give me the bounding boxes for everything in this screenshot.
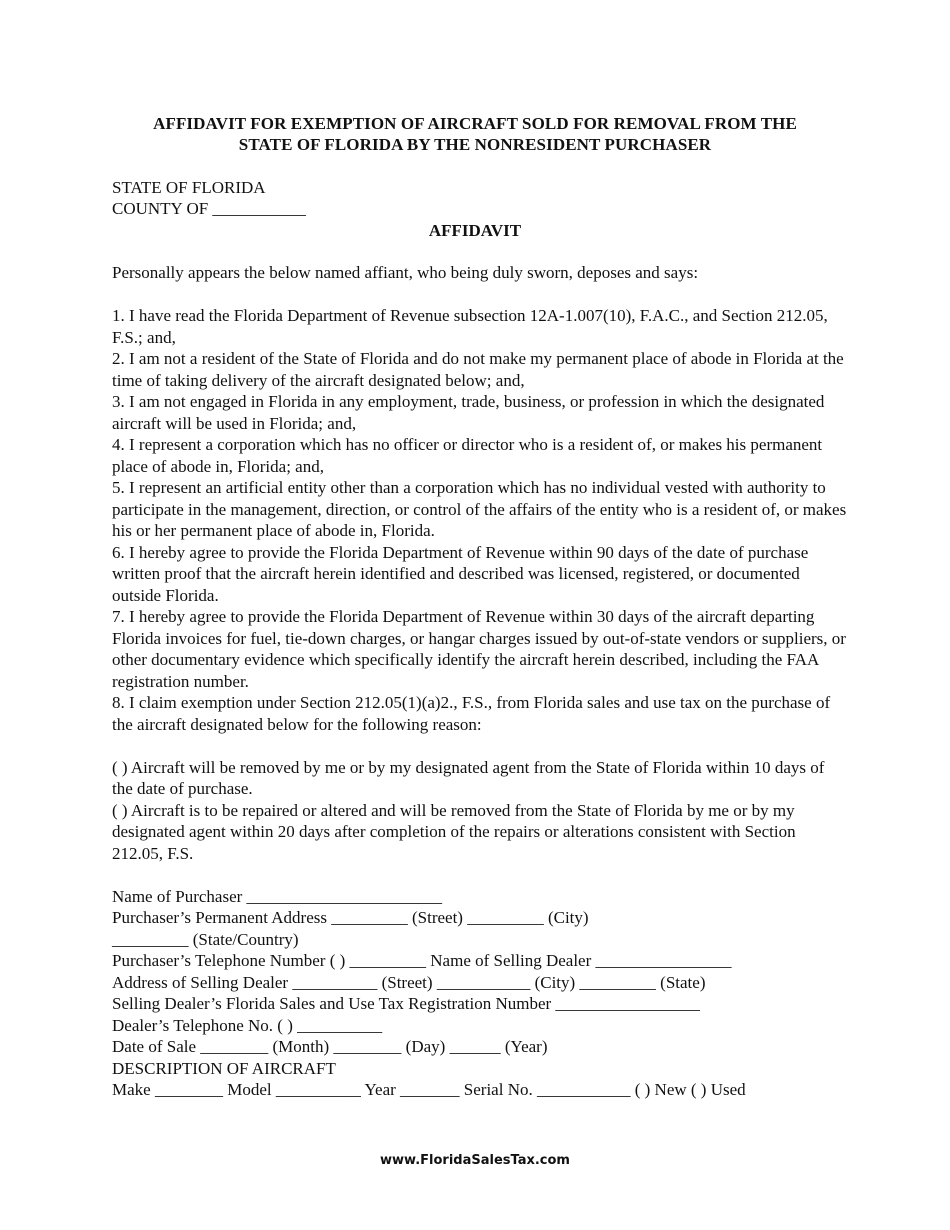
intro-text: Personally appears the below named affiant, who being duly sworn, deposes and says: (112, 263, 699, 282)
purchaser-telephone-line: Purchaser’s Telephone Number ( ) _________ Name of Selling Dealer ________________ (112, 951, 732, 970)
aircraft-description-heading: DESCRIPTION OF AIRCRAFT (112, 1058, 336, 1078)
title-line-1: AFFIDAVIT FOR EXEMPTION OF AIRCRAFT SOLD FOR REMOVAL FROM THE (153, 114, 797, 133)
item-5: 5. I represent an artificial entity other than a corporation which has no individual vested with authority to participate in the management, direction, or control of the affairs of the entity who is a resident of, or makes his or her permanent place of abode in, Florida. (112, 478, 847, 540)
affidavit-heading: AFFIDAVIT (428, 221, 522, 240)
dealer-telephone-line: Dealer’s Telephone No. ( ) __________ (112, 1015, 383, 1035)
title-line-2: STATE OF FLORIDA BY THE NONRESIDENT PURCHASER (238, 135, 712, 154)
dealer-address-line: Address of Selling Dealer __________ (Street) ___________ (City) _________ (State) (112, 972, 706, 992)
venue-block (112, 177, 306, 219)
county-line: COUNTY OF ___________ (112, 199, 306, 218)
date-of-sale-line: Date of Sale ________ (Month) ________ (Day) ______ (Year) (112, 1037, 548, 1056)
aircraft-details-line: Make ________ Model __________ Year _______ Serial No. ___________ ( ) New ( ) Used (112, 1080, 746, 1099)
item-7: 7. I hereby agree to provide the Florida Department of Revenue within 30 days of the aircraft departing Florida invoices for fuel, tie-down charges, or hangar charges issued by out-of-state vendors or suppliers, or other documentary evidence which specifically identify the aircraft herein described, including the FAA registration number. (112, 607, 846, 691)
item-1: 1. I have read the Florida Department of Revenue subsection 12A-1.007(10), F.A.C., and Section 212.05, F.S.; and, (112, 306, 828, 347)
purchaser-state-country-line: _________ (State/Country) (112, 929, 299, 949)
affidavit-body (112, 262, 847, 1101)
item-6: 6. I hereby agree to provide the Florida Department of Revenue within 90 days of the date of purchase written proof that the aircraft herein identified and described was licensed, registered, or documented outside Florida. (112, 542, 809, 605)
dealer-registration-line: Selling Dealer’s Florida Sales and Use Tax Registration Number _________________ (112, 994, 700, 1013)
footer-website: www.FloridaSalesTax.com (380, 1153, 570, 1168)
state-line: STATE OF FLORIDA (112, 178, 266, 197)
item-4: 4. I represent a corporation which has no officer or director who is a resident of, or makes his permanent place of abode in, Florida; and, (112, 435, 823, 476)
document-title (100, 113, 850, 155)
item-3: 3. I am not engaged in Florida in any employment, trade, business, or profession in which the designated aircraft will be used in Florida; and, (112, 392, 825, 433)
option-repaired-or-altered: ( ) Aircraft is to be repaired or altered and will be removed from the State of Florida by me or by my designated agent within 20 days after completion of the repairs or alterations consistent with Section 212.05, F.S. (112, 800, 796, 863)
option-removed-within-10-days: ( ) Aircraft will be removed by me or by my designated agent from the State of Florida within 10 days of the date of purchase. (112, 757, 825, 798)
item-8: 8. I claim exemption under Section 212.05(1)(a)2., F.S., from Florida sales and use tax on the purchase of the aircraft designated below for the following reason: (112, 693, 831, 734)
purchaser-name-line: Name of Purchaser _______________________ (112, 886, 443, 906)
item-2: 2. I am not a resident of the State of Florida and do not make my permanent place of abode in Florida at the time of taking delivery of the aircraft designated below; and, (112, 349, 844, 390)
purchaser-address-line: Purchaser’s Permanent Address _________ (Street) _________ (City) (112, 908, 589, 927)
